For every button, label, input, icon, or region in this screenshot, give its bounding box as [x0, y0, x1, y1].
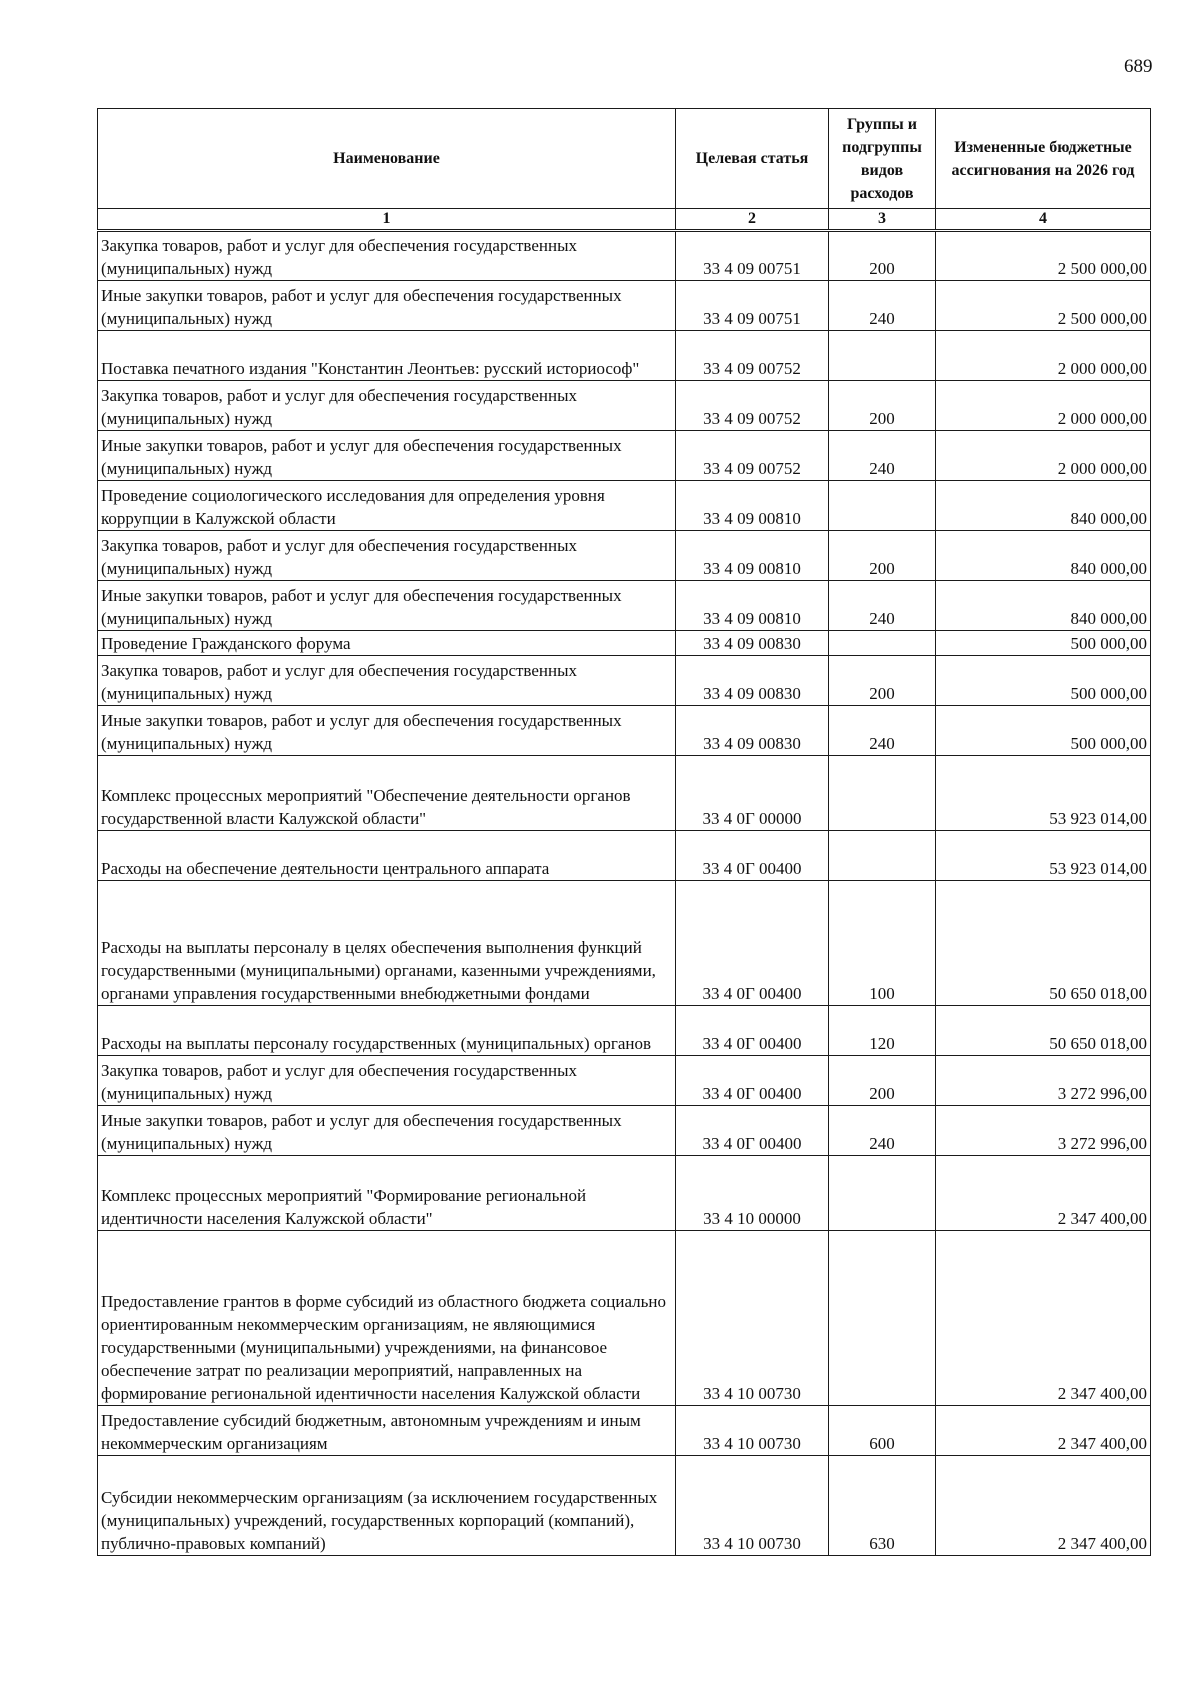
- row-group: [829, 631, 936, 656]
- row-code: 33 4 09 00752: [676, 431, 829, 481]
- row-group: [829, 1156, 936, 1231]
- row-code: 33 4 09 00751: [676, 231, 829, 281]
- row-group: 200: [829, 531, 936, 581]
- row-group: 240: [829, 706, 936, 756]
- row-name: Иные закупки товаров, работ и услуг для обеспечения государственных (муниципальных) нужд: [98, 581, 676, 631]
- row-code: 33 4 0Г 00400: [676, 831, 829, 881]
- row-name: Иные закупки товаров, работ и услуг для обеспечения государственных (муниципальных) нужд: [98, 431, 676, 481]
- row-code: 33 4 09 00810: [676, 531, 829, 581]
- row-amount: 53 923 014,00: [936, 831, 1151, 881]
- row-group: 120: [829, 1006, 936, 1056]
- table-row: [98, 1056, 1151, 1106]
- row-group: [829, 481, 936, 531]
- row-code: 33 4 09 00830: [676, 706, 829, 756]
- row-amount: 500 000,00: [936, 631, 1151, 656]
- table-row: [98, 1456, 1151, 1556]
- table-row: [98, 1106, 1151, 1156]
- row-group: 630: [829, 1456, 936, 1556]
- row-code: 33 4 09 00810: [676, 581, 829, 631]
- row-amount: 3 272 996,00: [936, 1056, 1151, 1106]
- row-amount: 2 000 000,00: [936, 331, 1151, 381]
- table-row: [98, 756, 1151, 831]
- row-name: Проведение социологического исследования для определения уровня коррупции в Калужской области: [98, 481, 676, 531]
- table-row: [98, 1406, 1151, 1456]
- row-name: Предоставление субсидий бюджетным, автономным учреждениям и иным некоммерческим организациям: [98, 1406, 676, 1456]
- row-name: Комплекс процессных мероприятий "Формирование региональной идентичности населения Калужской области": [98, 1156, 676, 1231]
- table-row: [98, 431, 1151, 481]
- row-name: Закупка товаров, работ и услуг для обеспечения государственных (муниципальных) нужд: [98, 656, 676, 706]
- row-name: Иные закупки товаров, работ и услуг для обеспечения государственных (муниципальных) нужд: [98, 281, 676, 331]
- table-row: [98, 1006, 1151, 1056]
- column-number-1: 1: [98, 209, 676, 231]
- header-amount: Измененные бюджетные ассигнования на 2026 год: [936, 109, 1151, 209]
- row-code: 33 4 0Г 00000: [676, 756, 829, 831]
- row-name: Комплекс процессных мероприятий "Обеспечение деятельности органов государственной власти Калужской области": [98, 756, 676, 831]
- table-row: [98, 231, 1151, 281]
- row-code: 33 4 10 00730: [676, 1406, 829, 1456]
- table-row: [98, 281, 1151, 331]
- row-name: Расходы на обеспечение деятельности центрального аппарата: [98, 831, 676, 881]
- row-amount: 2 347 400,00: [936, 1231, 1151, 1406]
- row-name: Предоставление грантов в форме субсидий из областного бюджета социально ориентированным некоммерческим организациям, не являющимися государственными (муниципальными) учреждениями, на финансовое обеспечение затрат по реализации мероприятий, направленных на формирование региональной идентичности населения Калужской области: [98, 1231, 676, 1406]
- row-code: 33 4 09 00830: [676, 656, 829, 706]
- row-name: Закупка товаров, работ и услуг для обеспечения государственных (муниципальных) нужд: [98, 1056, 676, 1106]
- column-number-2: 2: [676, 209, 829, 231]
- row-group: 240: [829, 281, 936, 331]
- row-amount: 840 000,00: [936, 481, 1151, 531]
- table-row: [98, 1231, 1151, 1406]
- table-row: [98, 581, 1151, 631]
- column-number-4: 4: [936, 209, 1151, 231]
- row-code: 33 4 10 00000: [676, 1156, 829, 1231]
- table-header: [98, 109, 1151, 231]
- table-row: [98, 481, 1151, 531]
- page-number: 689: [1124, 56, 1153, 77]
- row-amount: 2 000 000,00: [936, 381, 1151, 431]
- table-row: [98, 381, 1151, 431]
- row-group: 200: [829, 381, 936, 431]
- table-row: [98, 881, 1151, 1006]
- row-group: 200: [829, 1056, 936, 1106]
- row-code: 33 4 0Г 00400: [676, 1056, 829, 1106]
- row-name: Иные закупки товаров, работ и услуг для обеспечения государственных (муниципальных) нужд: [98, 706, 676, 756]
- row-name: Закупка товаров, работ и услуг для обеспечения государственных (муниципальных) нужд: [98, 231, 676, 281]
- table-row: [98, 531, 1151, 581]
- row-group: 240: [829, 1106, 936, 1156]
- row-amount: 2 347 400,00: [936, 1406, 1151, 1456]
- row-code: 33 4 0Г 00400: [676, 1106, 829, 1156]
- row-code: 33 4 09 00810: [676, 481, 829, 531]
- budget-table: [97, 108, 1151, 1556]
- row-group: [829, 1231, 936, 1406]
- table-row: [98, 1156, 1151, 1231]
- row-amount: 50 650 018,00: [936, 881, 1151, 1006]
- table-row: [98, 706, 1151, 756]
- row-amount: 53 923 014,00: [936, 756, 1151, 831]
- row-group: 100: [829, 881, 936, 1006]
- header-code: Целевая статья: [676, 109, 829, 209]
- row-amount: 2 000 000,00: [936, 431, 1151, 481]
- row-amount: 500 000,00: [936, 656, 1151, 706]
- row-code: 33 4 0Г 00400: [676, 1006, 829, 1056]
- row-code: 33 4 09 00751: [676, 281, 829, 331]
- table-body: [98, 231, 1151, 1556]
- row-amount: 2 500 000,00: [936, 281, 1151, 331]
- row-amount: 840 000,00: [936, 581, 1151, 631]
- row-group: 600: [829, 1406, 936, 1456]
- table-row: [98, 631, 1151, 656]
- row-group: [829, 756, 936, 831]
- row-amount: 50 650 018,00: [936, 1006, 1151, 1056]
- row-group: 200: [829, 656, 936, 706]
- header-group: Группы и подгруппы видов расходов: [829, 109, 936, 209]
- row-code: 33 4 09 00830: [676, 631, 829, 656]
- row-code: 33 4 10 00730: [676, 1456, 829, 1556]
- column-number-3: 3: [829, 209, 936, 231]
- row-amount: 2 347 400,00: [936, 1156, 1151, 1231]
- row-amount: 3 272 996,00: [936, 1106, 1151, 1156]
- table-row: [98, 831, 1151, 881]
- row-group: 240: [829, 431, 936, 481]
- row-amount: 500 000,00: [936, 706, 1151, 756]
- table-row: [98, 331, 1151, 381]
- row-code: 33 4 09 00752: [676, 331, 829, 381]
- row-name: Поставка печатного издания "Константин Леонтьев: русский историософ": [98, 331, 676, 381]
- row-name: Проведение Гражданского форума: [98, 631, 676, 656]
- row-code: 33 4 0Г 00400: [676, 881, 829, 1006]
- row-group: 200: [829, 231, 936, 281]
- row-amount: 840 000,00: [936, 531, 1151, 581]
- row-code: 33 4 09 00752: [676, 381, 829, 431]
- row-name: Расходы на выплаты персоналу государственных (муниципальных) органов: [98, 1006, 676, 1056]
- row-name: Закупка товаров, работ и услуг для обеспечения государственных (муниципальных) нужд: [98, 381, 676, 431]
- row-name: Закупка товаров, работ и услуг для обеспечения государственных (муниципальных) нужд: [98, 531, 676, 581]
- row-name: Иные закупки товаров, работ и услуг для обеспечения государственных (муниципальных) нужд: [98, 1106, 676, 1156]
- row-name: Субсидии некоммерческим организациям (за исключением государственных (муниципальных) учреждений, государственных корпораций (компаний), публично-правовых компаний): [98, 1456, 676, 1556]
- row-group: [829, 831, 936, 881]
- row-code: 33 4 10 00730: [676, 1231, 829, 1406]
- row-name: Расходы на выплаты персоналу в целях обеспечения выполнения функций государственными (муниципальными) органами, казенными учреждениями, органами управления государственными внебюджетными фондами: [98, 881, 676, 1006]
- header-name: Наименование: [98, 109, 676, 209]
- row-amount: 2 500 000,00: [936, 231, 1151, 281]
- table-row: [98, 656, 1151, 706]
- row-amount: 2 347 400,00: [936, 1456, 1151, 1556]
- row-group: 240: [829, 581, 936, 631]
- row-group: [829, 331, 936, 381]
